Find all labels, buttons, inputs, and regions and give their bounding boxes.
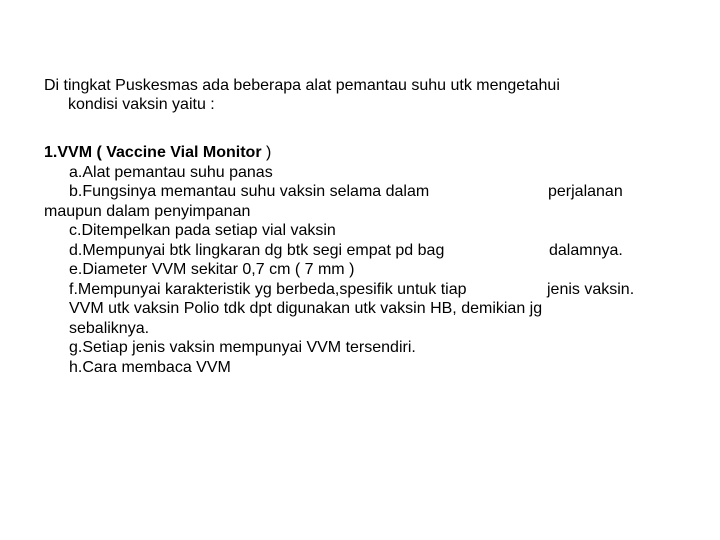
list-item-a	[44, 163, 694, 183]
list-item-d-text: d.Mempunyai btk lingkaran dg btk segi empat pd bag	[69, 241, 445, 259]
vvm-section	[44, 143, 694, 377]
section-heading-bold: 1.VVM ( Vaccine Vial Monitor	[44, 144, 266, 161]
list-item-b-text: b.Fungsinya memantau suhu vaksin selama dalam	[69, 183, 430, 200]
list-item-b-continuation: maupun dalam penyimpanan	[44, 202, 251, 220]
list-item-g	[44, 338, 694, 358]
list-item-b-right-text: perjalanan	[548, 183, 623, 200]
intro-line-1: Di tingkat Puskesmas ada beberapa alat pemantau suhu utk mengetahui	[44, 77, 560, 94]
list-item-a-text: a.Alat pemantau suhu panas	[69, 163, 273, 181]
list-item-b	[44, 182, 694, 202]
section-heading-rest: )	[266, 144, 272, 161]
list-item-d-right-text: dalamnya.	[549, 241, 623, 259]
list-item-g-text: g.Setiap jenis vaksin mempunyai VVM tersendiri.	[69, 339, 416, 356]
intro-paragraph	[44, 76, 684, 114]
intro-line-2: kondisi vaksin yaitu :	[68, 96, 215, 113]
list-item-c	[44, 221, 694, 241]
list-item-f-text: f.Mempunyai karakteristik yg berbeda,spesifik untuk tiap	[69, 280, 467, 298]
list-item-h	[44, 358, 694, 378]
list-item-e-text: e.Diameter VVM sekitar 0,7 cm ( 7 mm )	[69, 261, 355, 278]
list-item-d	[44, 241, 694, 261]
list-item-f-continuation-2: sebaliknya.	[69, 319, 150, 337]
list-item-h-text: h.Cara membaca VVM	[69, 358, 231, 376]
list-item-f-right-text: jenis vaksin.	[547, 280, 635, 298]
section-heading	[44, 143, 694, 163]
list-item-f	[44, 280, 694, 300]
list-item-c-text: c.Ditempelkan pada setiap vial vaksin	[69, 222, 336, 239]
list-item-f-continuation-1: VVM utk vaksin Polio tdk dpt digunakan utk vaksin HB, demikian jg	[69, 300, 543, 317]
list-item-e	[44, 260, 694, 280]
